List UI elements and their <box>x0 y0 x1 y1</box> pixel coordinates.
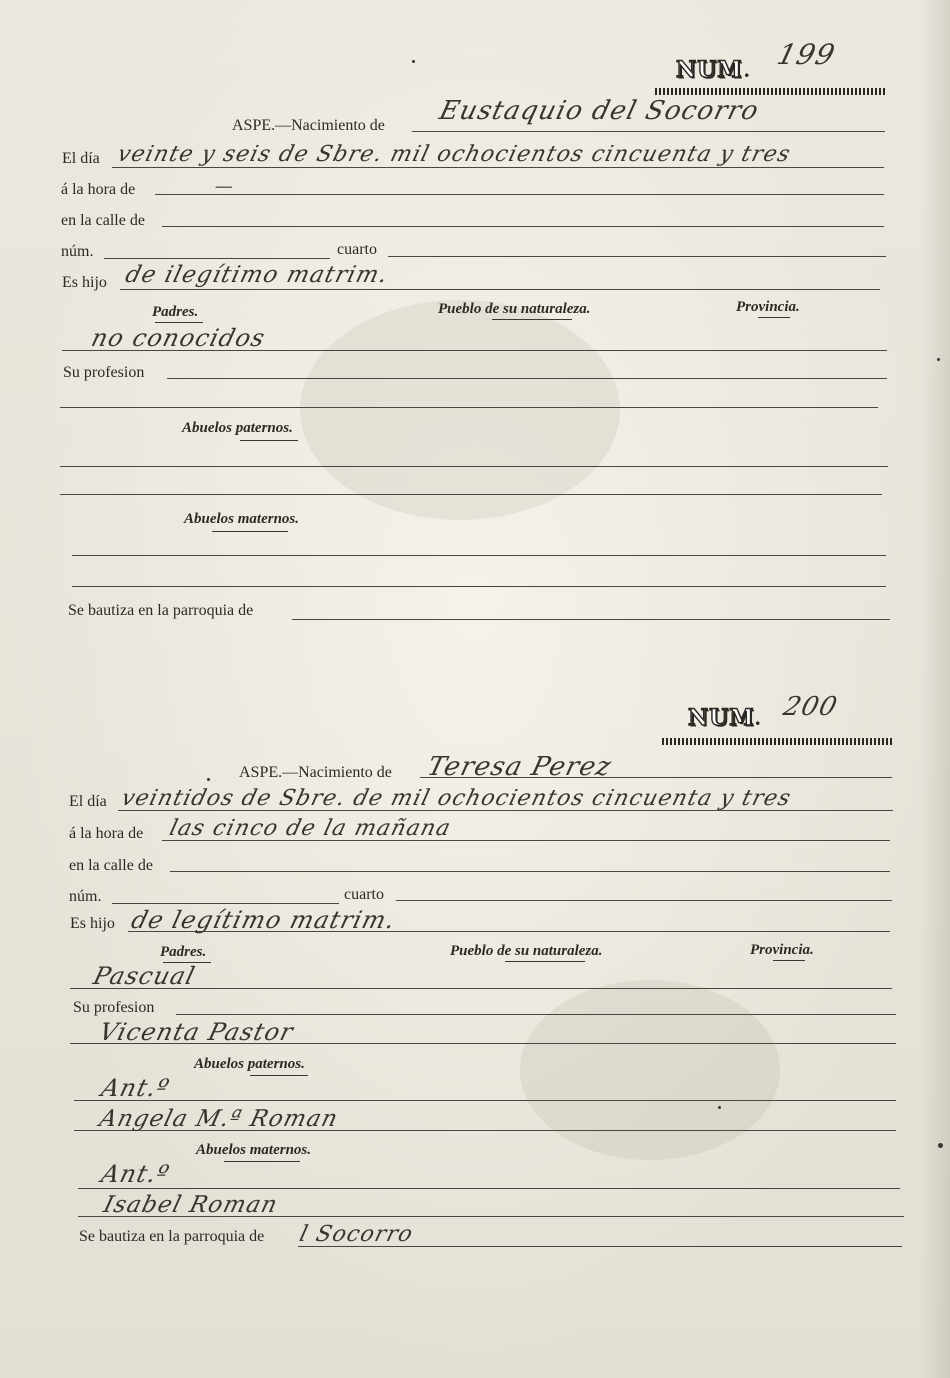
abuelos-maternos-label: Abuelos maternos. <box>196 1142 312 1158</box>
madre-line <box>60 407 878 408</box>
paper-stain <box>300 300 620 520</box>
calle-line <box>170 871 890 872</box>
paper-stain <box>520 980 780 1160</box>
ink-speck <box>718 1106 721 1109</box>
provincia-label: Provincia. <box>736 299 800 315</box>
hijo-label: Es hijo <box>62 274 107 291</box>
abuelos-paternos-label: Abuelos paternos. <box>194 1056 305 1072</box>
hijo-handwritten: de legítimo matrim. <box>128 906 399 934</box>
abuelo-materno-handwritten: Ant.º <box>98 1160 173 1188</box>
child-name-handwritten: Teresa Perez <box>424 752 616 782</box>
hora-handwritten: las cinco de la mañana <box>166 816 454 841</box>
abuelos-maternos-label: Abuelos maternos. <box>184 511 300 527</box>
dia-label: El día <box>62 150 100 167</box>
abuela-materna-handwritten: Isabel Roman <box>100 1192 281 1218</box>
abuelos-maternos-underline <box>212 531 288 532</box>
bautiza-handwritten: l Socorro <box>296 1222 417 1247</box>
profesion-line <box>176 1014 896 1015</box>
entry-number-dot: . <box>744 57 750 82</box>
padres-label: Padres. <box>152 304 199 320</box>
pueblo-label: Pueblo de su naturaleza. <box>438 301 591 317</box>
abuela-materna-line <box>72 586 886 587</box>
padres-handwritten: Pascual <box>90 962 199 990</box>
bautiza-line <box>292 619 890 620</box>
num-label: núm. <box>69 888 102 905</box>
num-label: núm. <box>61 243 94 260</box>
child-name-handwritten: Eustaquio del Socorro <box>436 96 763 126</box>
ink-speck <box>937 358 940 361</box>
calle-label: en la calle de <box>61 212 145 229</box>
hijo-handwritten: de ilegítimo matrim. <box>122 262 392 288</box>
name-line <box>412 131 885 132</box>
birth-heading: ASPE.—Nacimiento de <box>239 764 392 781</box>
hora-label: á la hora de <box>61 181 136 198</box>
provincia-label: Provincia. <box>750 942 814 958</box>
pueblo-underline <box>505 961 585 962</box>
provincia-underline <box>758 317 790 318</box>
calle-line <box>162 226 884 227</box>
madre-handwritten: Vicenta Pastor <box>96 1018 297 1046</box>
abuelos-maternos-underline <box>224 1161 300 1162</box>
ink-speck <box>207 778 210 781</box>
hijo-label: Es hijo <box>70 915 115 932</box>
bautiza-label: Se bautiza en la parroquia de <box>68 602 254 619</box>
cuarto-line <box>388 256 886 257</box>
provincia-underline <box>773 960 805 961</box>
hijo-line <box>120 289 880 290</box>
hora-label: á la hora de <box>69 825 144 842</box>
abuelos-paternos-label: Abuelos paternos. <box>182 420 293 436</box>
page-edge-shadow <box>920 0 950 1378</box>
entry-number-dot: . <box>755 705 761 730</box>
abuela-paterna-handwritten: Angela M.ª Roman <box>96 1106 342 1132</box>
profesion-label: Su profesion <box>63 364 145 381</box>
abuelos-paternos-underline <box>240 440 298 441</box>
padres-line <box>70 988 892 989</box>
abuelo-paterno-handwritten: Ant.º <box>98 1074 173 1102</box>
pueblo-underline <box>492 319 572 320</box>
profesion-label: Su profesion <box>73 999 155 1016</box>
dia-line <box>112 167 884 168</box>
hora-line <box>155 194 884 195</box>
num-line <box>104 258 330 259</box>
padres-label: Padres. <box>160 944 207 960</box>
cuarto-label: cuarto <box>344 886 384 903</box>
abuelo-materno-line <box>78 1188 900 1189</box>
cuarto-label: cuarto <box>337 241 377 258</box>
calle-label: en la calle de <box>69 857 153 874</box>
ink-speck <box>412 60 415 63</box>
ink-speck <box>938 1143 943 1148</box>
dia-label: El día <box>69 793 107 810</box>
number-ornament-rule <box>662 738 894 745</box>
entry-number-label: NUM <box>688 705 755 731</box>
cuarto-line <box>396 900 892 901</box>
number-ornament-rule <box>655 88 887 95</box>
num-line <box>112 903 339 904</box>
entry-number-label: NUM <box>676 57 743 83</box>
pueblo-label: Pueblo de su naturaleza. <box>450 943 603 959</box>
entry-number-handwritten: 199 <box>773 38 840 71</box>
abuela-paterna-line <box>60 494 882 495</box>
profesion-line <box>167 378 887 379</box>
entry-number-handwritten: 200 <box>780 692 841 722</box>
hora-handwritten: — <box>212 176 237 197</box>
abuelos-paternos-underline <box>250 1075 308 1076</box>
dia-handwritten: veintidos de Sbre. de mil ochocientos cincuenta y tres <box>118 786 795 811</box>
padres-handwritten: no conocidos <box>88 324 269 352</box>
birth-heading: ASPE.—Nacimiento de <box>232 117 385 134</box>
bautiza-label: Se bautiza en la parroquia de <box>79 1228 265 1245</box>
dia-handwritten: veinte y seis de Sbre. mil ochocientos cincuenta y tres <box>114 142 794 167</box>
abuelo-paterno-line <box>60 466 888 467</box>
abuelo-paterno-line <box>74 1100 896 1101</box>
padres-underline <box>155 322 203 323</box>
abuelo-materno-line <box>72 555 886 556</box>
